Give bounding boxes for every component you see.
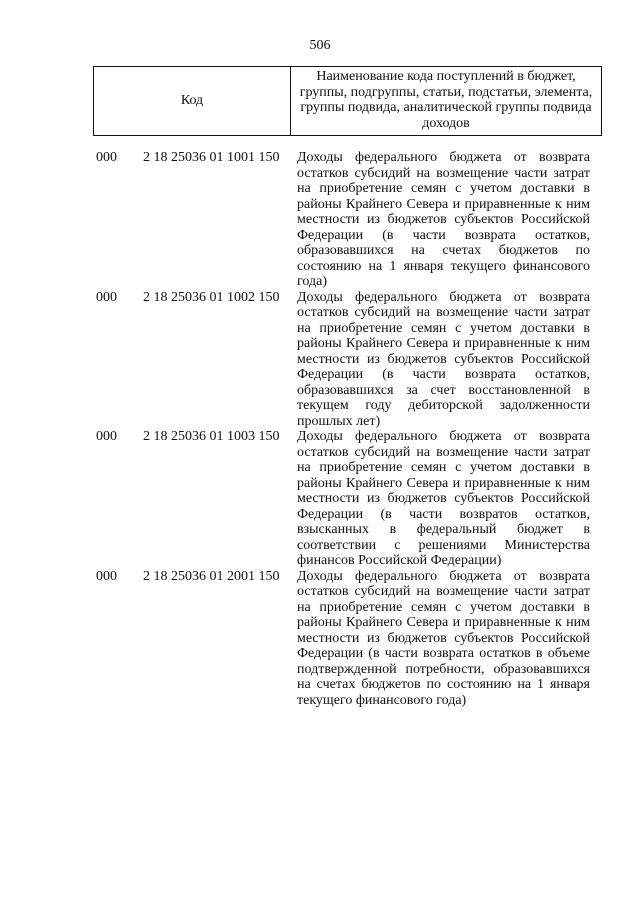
table-row	[96, 429, 596, 569]
income-description: Доходы федерального бюджета от возврата остатков субсидий на возмещение части затрат на приобретение семян с учетом доставки в районы Крайнего Севера и приравненные к ним местности из бюджетов субъектов Российской Федерации (в части возврата остатков, образовавшихся за счет восстановленной в текущем году дебиторской задолженности прошлых лет)	[297, 289, 590, 429]
admin-code: 000	[96, 568, 117, 584]
income-description: Доходы федерального бюджета от возврата остатков субсидий на возмещение части затрат на приобретение семян с учетом доставки в районы Крайнего Севера и приравненные к ним местности из бюджетов субъектов Российской Федерации (в части возвратов остатков, взысканных в федеральный бюджет в соответствии с решениями Министерства финансов Российской Федерации)	[297, 429, 590, 568]
header-code-cell: Код	[94, 67, 291, 135]
admin-code: 000	[96, 289, 117, 305]
income-description: Доходы федерального бюджета от возврата остатков субсидий на возмещение части затрат на приобретение семян с учетом доставки в районы Крайнего Севера и приравненные к ним местности из бюджетов субъектов Российской Федерации (в части возврата остатков, образовавшихся на счетах бюджетов по состоянию на 1 января текущего финансового года)	[297, 150, 590, 289]
table-row	[96, 290, 596, 430]
admin-code: 000	[96, 150, 117, 165]
income-code: 2 18 25036 01 2001 150	[143, 568, 280, 584]
table-row	[96, 150, 596, 290]
page-number: 506	[309, 38, 331, 53]
income-code: 2 18 25036 01 1002 150	[143, 289, 280, 305]
admin-code: 000	[96, 429, 117, 444]
table-row	[96, 569, 596, 709]
income-code: 2 18 25036 01 1003 150	[143, 429, 280, 444]
income-code: 2 18 25036 01 1001 150	[143, 150, 280, 165]
table-header	[93, 66, 602, 136]
table-body	[96, 150, 596, 708]
income-description: Доходы федерального бюджета от возврата остатков субсидий на возмещение части затрат на приобретение семян с учетом доставки в районы Крайнего Севера и приравненные к ним местности из бюджетов субъектов Российской Федерации (в части возврата остатков в объеме подтвержденной потребности, образовавшихся на счетах бюджетов по состоянию на 1 января текущего финансового года)	[297, 568, 590, 708]
header-name-cell: Наименование кода поступлений в бюджет, группы, подгруппы, статьи, подстатьи, элемента, группы подвида, аналитической группы подвида доходов	[299, 69, 593, 131]
